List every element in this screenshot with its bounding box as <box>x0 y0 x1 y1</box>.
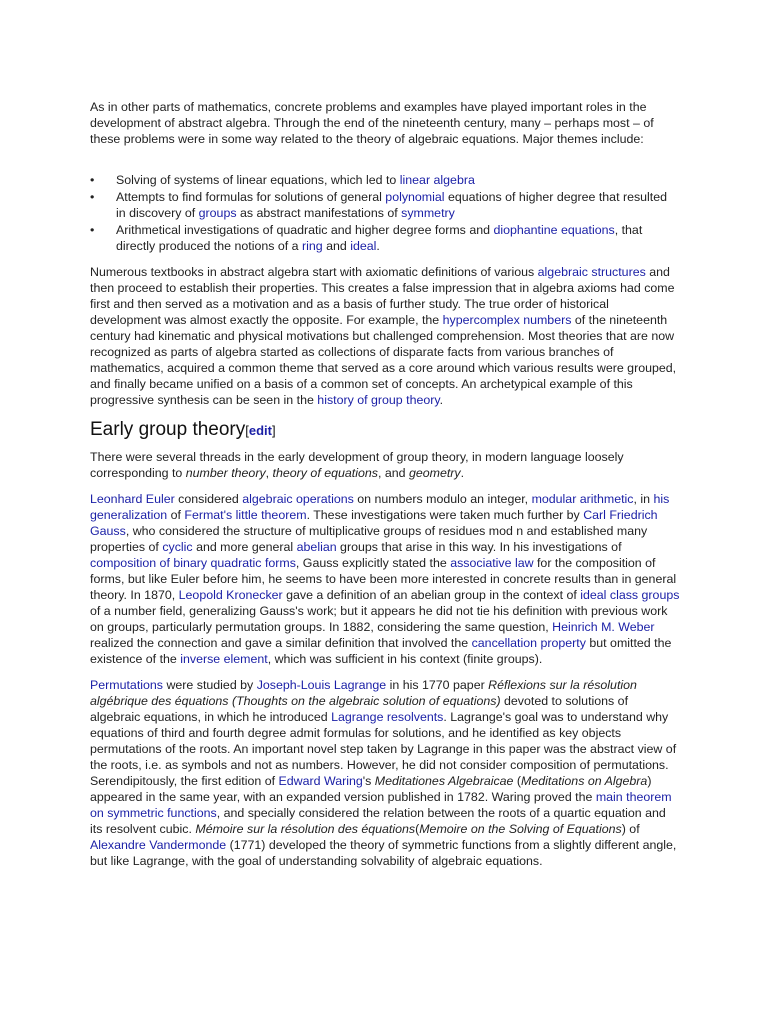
document-body <box>90 99 680 869</box>
link-ring[interactable]: ring <box>301 239 323 253</box>
lagrange-paragraph: Permutations were studied by Joseph-Louis Lagrange in his 1770 paper Réflexions sur la résolution algébrique des équations (Thoughts on the algebraic solution of equations) devoted to solutions of algebraic equations, in which he introduced Lagrange resolvents. Lagrange's goal was to understand why equations of third and fourth degree admit formulas for solutions, and he identified as key objects permutations of the roots. An important novel step taken by Lagrange in this paper was the abstract view of the roots, i.e. as symbols and not as numbers. However, he did not consider composition of permutations. Serendipitously, the first edition of Edward Waring's Meditationes Algebraicae (Meditations on Algebra) appeared in the same year, with an expanded version published in 1782. Waring proved the main theorem on symmetric functions, and specially considered the relation between the roots of a quartic equation and its resolvent cubic. Mémoire sur la résolution des équations(Memoire on the Solving of Equations) of Alexandre Vandermonde (1771) developed the theory of symmetric functions from a slightly different angle, but like Lagrange, with the goal of understanding solvability of algebraic equations. <box>90 678 677 868</box>
link-cancellation-property[interactable]: cancellation property <box>471 636 586 650</box>
edit-link[interactable]: edit <box>248 423 272 438</box>
link-associative-law[interactable]: associative law <box>450 556 534 570</box>
euler-paragraph: Leonhard Euler considered algebraic operations on numbers modulo an integer, modular arithmetic, in his generalization of Fermat's little theorem. These investigations were taken much further by Carl Friedrich Gauss, who considered the structure of multiplicative groups of residues mod n and established many properties of cyclic and more general abelian groups that arise in this way. In his investigations of composition of binary quadratic forms, Gauss explicitly stated the associative law for the composition of forms, but like Euler before him, he seems to have been more interested in concrete results than in general theory. In 1870, Leopold Kronecker gave a definition of an abelian group in the context of ideal class groups of a number field, generalizing Gauss's work; but it appears he did not tie his definition with previous work on groups, particularly permutation groups. In 1882, considering the same question, Heinrich M. Weber realized the connection and gave a similar definition that involved the cancellation property but omitted the existence of the inverse element, which was sufficient in his context (finite groups). <box>90 492 680 666</box>
list-item: • Solving of systems of linear equations, which led to linear algebra <box>90 173 475 187</box>
link-symmetry[interactable]: symmetry <box>401 206 455 220</box>
link-inverse-element[interactable]: inverse element <box>180 652 268 666</box>
link-ideal-class-groups[interactable]: ideal class groups <box>580 588 680 602</box>
textbooks-paragraph: Numerous textbooks in abstract algebra start with axiomatic definitions of various algebraic structures and then proceed to establish their properties. This creates a false impression that in algebra axioms had come first and then served as a motivation and as a basis of further study. The true order of historical development was almost exactly the opposite. For example, the hypercomplex numbers of the nineteenth century had kinematic and physical motivations but challenged comprehension. Most theories that are now recognized as parts of algebra started as collections of disparate facts from various branches of mathematics, acquired a common theme that served as a core around which various results were grouped, and finally became unified on a basis of a common set of concepts. An archetypical example of this progressive synthesis can be seen in the history of group theory. <box>90 265 677 407</box>
link-modular-arithmetic[interactable]: modular arithmetic <box>531 492 634 506</box>
bullet-marker: • <box>90 173 95 187</box>
threads-paragraph: There were several threads in the early development of group theory, in modern language loosely corresponding to number theory, theory of equations, and geometry. <box>90 450 624 480</box>
link-groups[interactable]: groups <box>198 206 237 220</box>
link-leopold-kronecker[interactable]: Leopold Kronecker <box>178 588 283 602</box>
link-his-generalization[interactable]: his generalization <box>90 492 670 522</box>
link-leonhard-euler[interactable]: Leonhard Euler <box>90 492 175 506</box>
link-lagrange-resolvents[interactable]: Lagrange resolvents <box>331 710 444 724</box>
bullet-marker: • <box>90 190 95 204</box>
link-fermats-little-theorem[interactable]: Fermat's little theorem <box>184 508 307 522</box>
link-history-of-group-theory[interactable]: history of group theory <box>317 393 440 407</box>
link-carl-friedrich-gauss[interactable]: Carl Friedrich Gauss <box>90 508 658 538</box>
link-edward-waring[interactable]: Edward Waring <box>278 774 363 788</box>
link-heinrich-m-weber[interactable]: Heinrich M. Weber <box>552 620 655 634</box>
link-algebraic-operations[interactable]: algebraic operations <box>242 492 354 506</box>
link-diophantine-equations[interactable]: diophantine equations <box>493 223 615 237</box>
link-ideal[interactable]: ideal <box>350 239 377 253</box>
link-hypercomplex-numbers[interactable]: hypercomplex numbers <box>442 313 572 327</box>
link-joseph-louis-lagrange[interactable]: Joseph-Louis Lagrange <box>256 678 387 692</box>
link-permutations[interactable]: Permutations <box>90 678 164 692</box>
section-heading: Early group theory[edit] <box>90 419 276 440</box>
edit-section-link: [edit] <box>245 423 276 438</box>
link-linear-algebra[interactable]: linear algebra <box>399 173 475 187</box>
bullet-marker: • <box>90 223 95 237</box>
link-polynomial[interactable]: polynomial <box>385 190 445 204</box>
link-alexandre-vandermonde[interactable]: Alexandre Vandermonde <box>90 838 227 852</box>
intro-paragraph: As in other parts of mathematics, concrete problems and examples have played important roles in the development of abstract algebra. Through the end of the nineteenth century, many – perhaps most – of these problems were in some way related to the theory of algebraic equations. Major themes include: <box>90 100 654 146</box>
list-item: • Attempts to find formulas for solutions of general polynomial equations of higher degree that resulted in discovery of groups as abstract manifestations of symmetry <box>90 190 668 220</box>
link-composition-of-binary-quadratic-forms[interactable]: composition of binary quadratic forms <box>90 556 296 570</box>
link-main-theorem-on-symmetric-functions[interactable]: main theorem on symmetric functions <box>90 790 672 820</box>
list-item: • Arithmetical investigations of quadratic and higher degree forms and diophantine equations, that directly produced the notions of a ring and ideal. <box>90 223 643 253</box>
themes-list <box>90 172 680 254</box>
link-cyclic[interactable]: cyclic <box>162 540 193 554</box>
link-algebraic-structures[interactable]: algebraic structures <box>537 265 646 279</box>
link-abelian[interactable]: abelian <box>296 540 337 554</box>
